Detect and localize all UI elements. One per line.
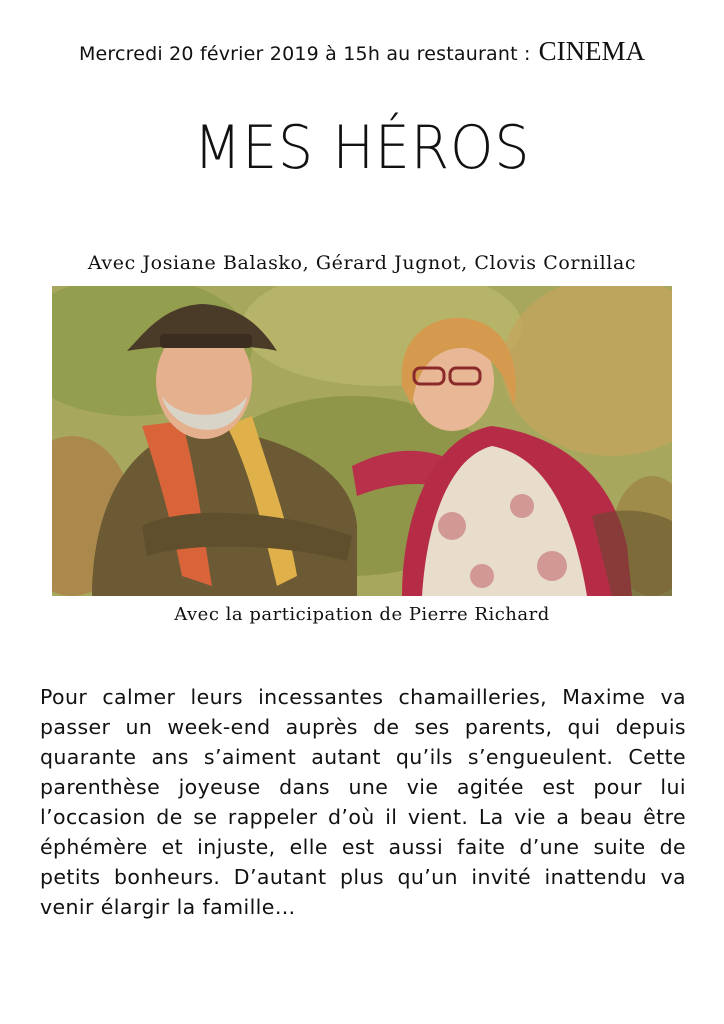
event-date-text: Mercredi 20 février 2019 à 15h au restaurant : <box>78 43 531 65</box>
event-venue: CINEMA <box>538 36 646 66</box>
film-title: MES HÉROS <box>193 113 531 183</box>
synopsis-paragraph: Pour calmer leurs incessantes chamailleries, Maxime va passer un week-end auprès de ses parents, qui depuis quarante ans s’aiment autant qu’ils s’engueulent. Cette parenthèse joyeuse dans une vie agitée est pour lui l’occasion de se rappeler d’où il vient. La vie a beau être éphémère et injuste, elle est aussi faite d’une suite de petits bonheurs. D’autant plus qu’un invité inattendu va venir élargir la famille… <box>40 685 686 919</box>
event-header <box>0 36 724 67</box>
cast-line: Avec Josiane Balasko, Gérard Jugnot, Clovis Cornillac <box>87 252 637 274</box>
film-still-photo <box>52 286 672 596</box>
participation-line: Avec la participation de Pierre Richard <box>174 604 550 625</box>
